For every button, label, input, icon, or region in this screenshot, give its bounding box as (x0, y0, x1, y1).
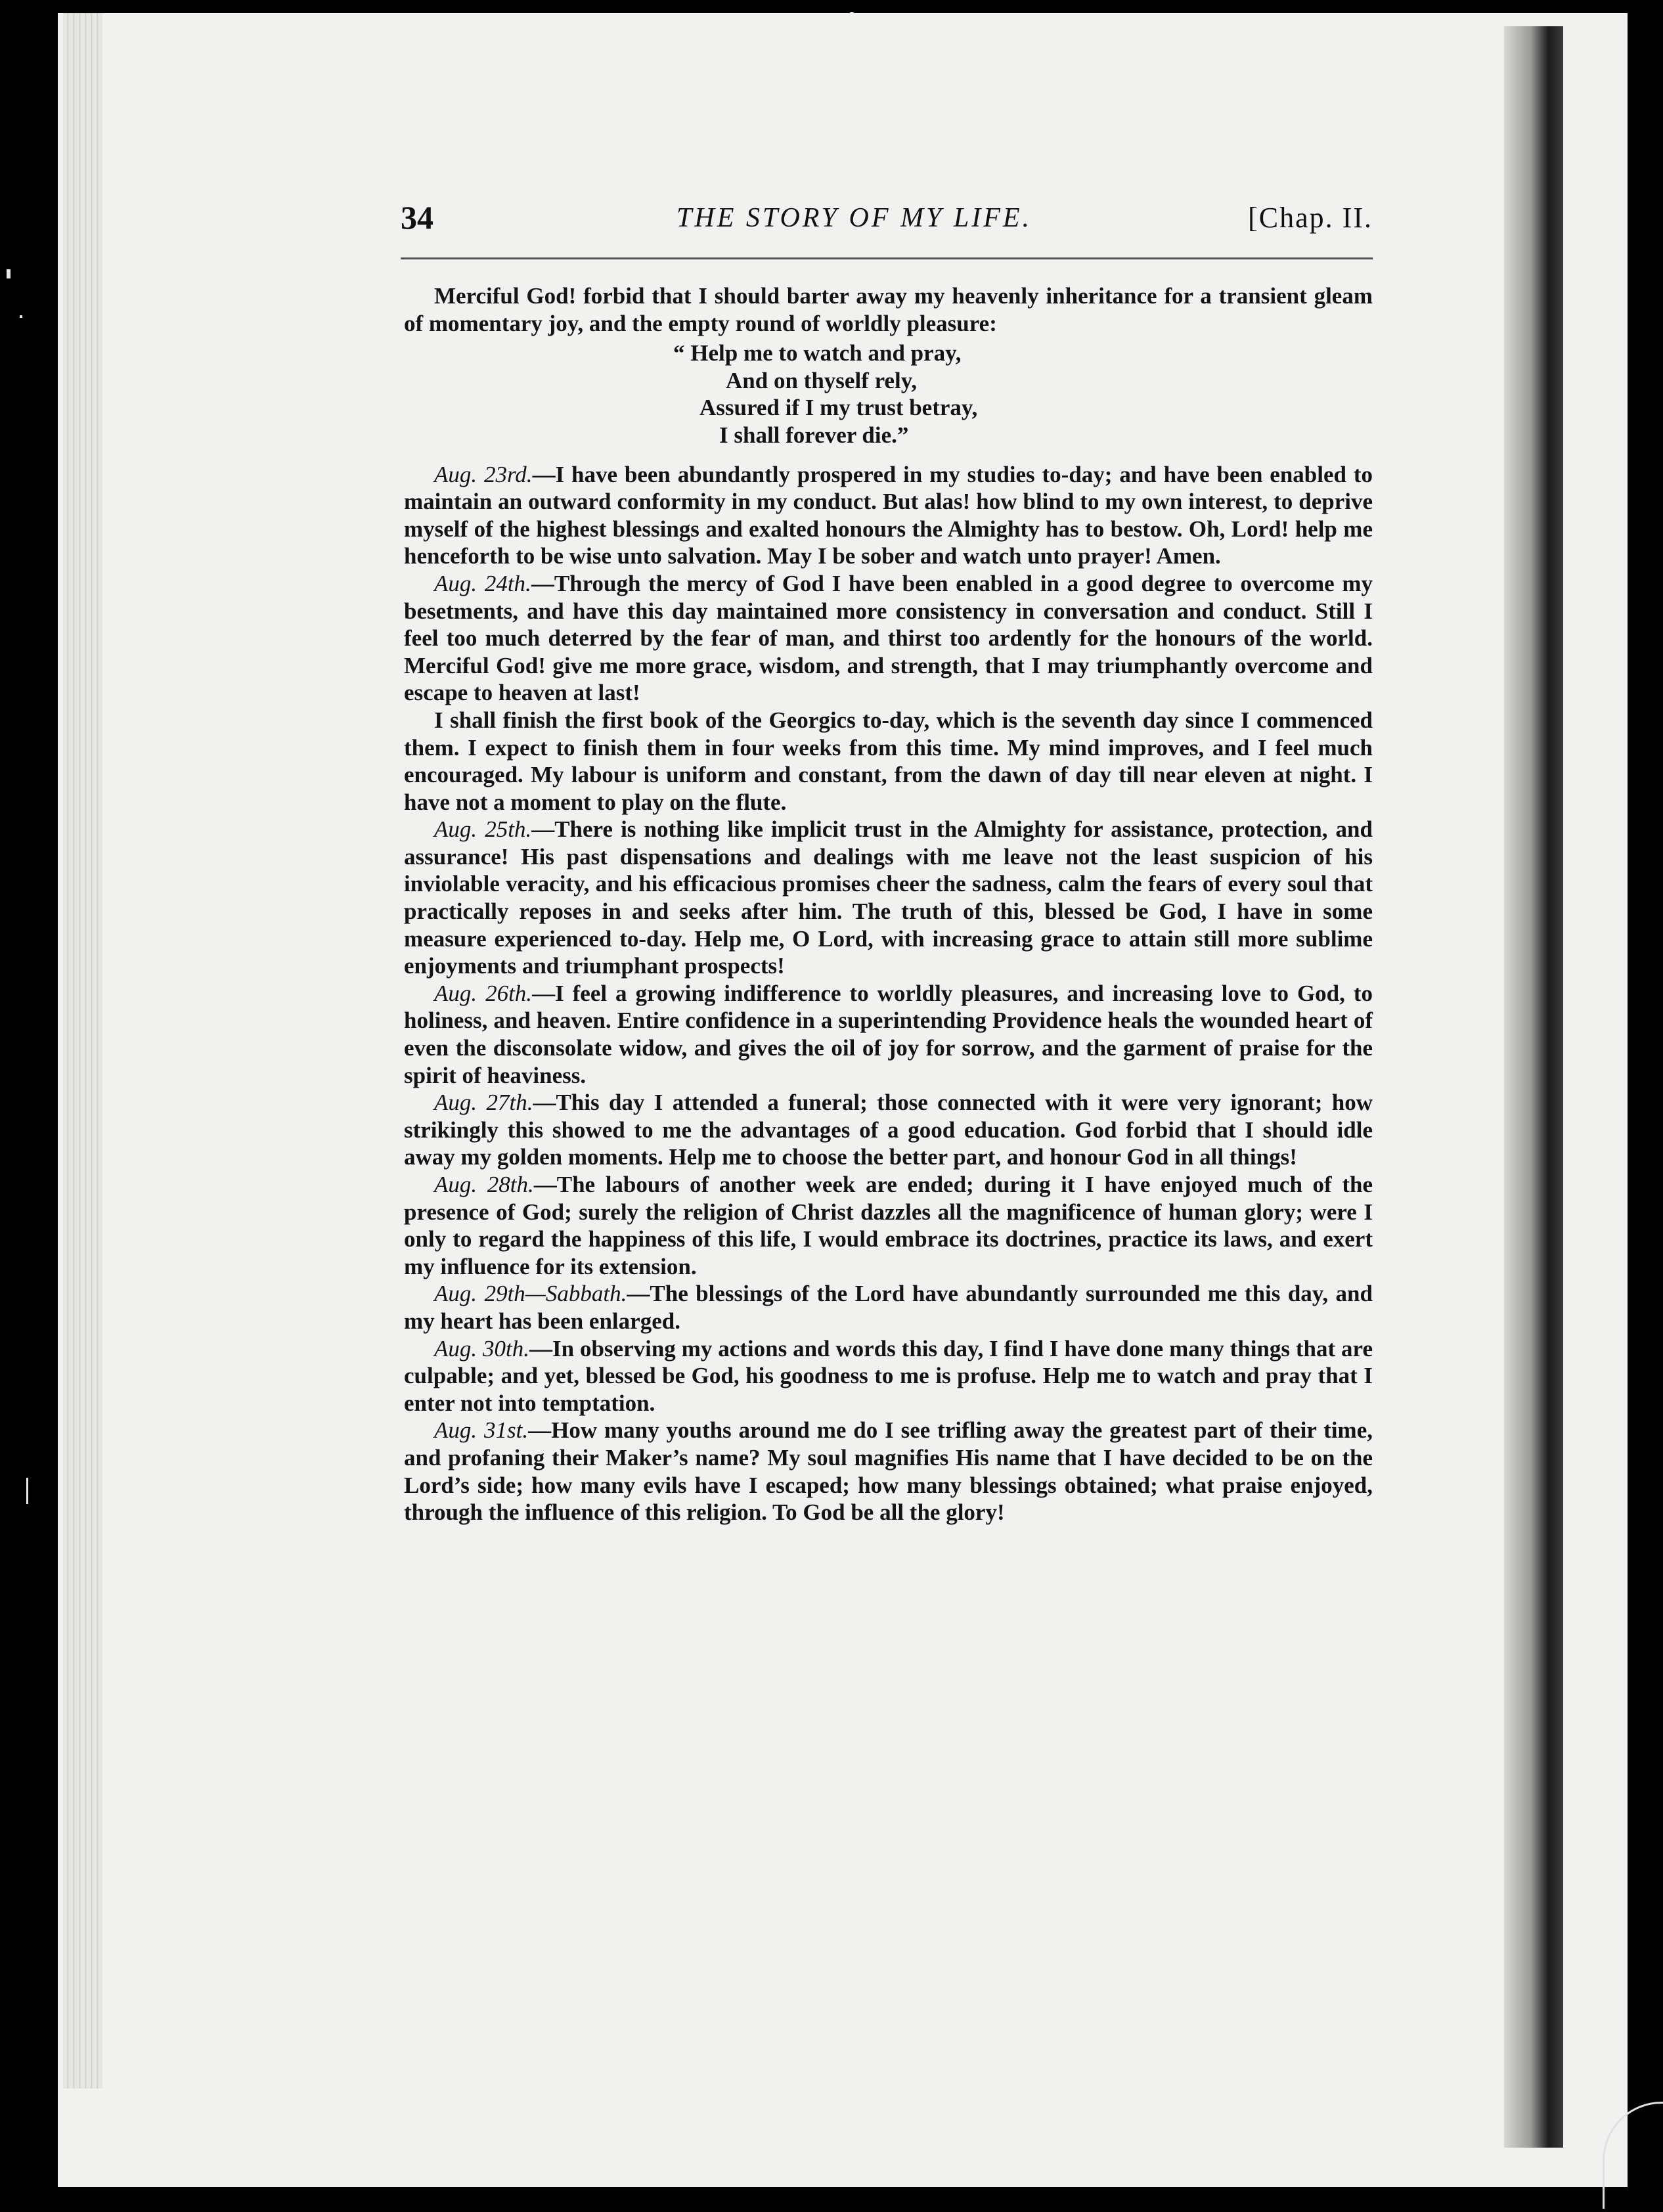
entry-text: —In observing my actions and words this day, I find I have done many things that are culpable; and yet, blessed be God, his goodness to me is profuse. Help me to watch and pray that I enter not into temptation. (404, 1335, 1373, 1416)
page-header (401, 198, 1373, 244)
entry-date: Aug. 30th. (434, 1335, 529, 1361)
diary-entry (404, 1335, 1373, 1417)
intro-paragraph: Merciful God! forbid that I should barter away my heavenly inheritance for a transient gleam of momentary joy, and the empty round of worldly pleasure: (404, 283, 1373, 336)
entry-text: —The blessings of the Lord have abundantly surrounded me this day, and my heart has been enlarged. (404, 1281, 1373, 1334)
diary-entry (404, 1171, 1373, 1280)
entry-date: Aug. 24th. (434, 570, 531, 596)
header-rule (401, 257, 1373, 259)
entry-date: Aug. 25th. (434, 816, 532, 843)
scan-speck (26, 1478, 28, 1504)
entry-date: Aug. 26th. (434, 980, 533, 1006)
diary-entry (404, 461, 1373, 570)
page-stack-left-edge (63, 13, 102, 2089)
entry-text: —This day I attended a funeral; those connected with it were very ignorant; how strikingly this showed to me the advantages of a good education. God forbid that I should idle away my golden moments. Help me to choose the better part, and honour God in all things! (404, 1090, 1373, 1170)
entry-date: Aug. 23rd. (434, 461, 533, 487)
poem-line: “ Help me to watch and pray, (673, 340, 962, 366)
diary-entry (404, 1417, 1373, 1526)
entry-date: Aug. 28th. (434, 1172, 534, 1197)
scan-speck (7, 269, 11, 278)
entry-text: —Through the mercy of God I have been enabled in a good degree to overcome my besetments, and have this day maintained more consistency in conversation and conduct. Still I feel too much deterred by the fear of man, and thirst too ardently for the honours of the world. Merciful God! give me more grace, wisdom, and strength, that I may triumphantly overcome and escape to heaven at last! (404, 570, 1373, 706)
chapter-label: [Chap. II. (1248, 202, 1373, 234)
entry-text: —The labours of another week are ended; during it I have enjoyed much of the presence of God; surely the religion of Christ dazzles all the magnificence of human glory; were I only to regard the happiness of this life, I would embrace its doctrines, practice its laws, and exert my influence for its extension. (404, 1172, 1373, 1279)
diary-entry (404, 980, 1373, 1089)
scan-speck (20, 315, 22, 318)
entry-date: Aug. 27th. (434, 1090, 533, 1116)
poem-line: And on thyself rely, (726, 367, 918, 393)
diary-entry (404, 707, 1373, 816)
diary-entry (404, 1089, 1373, 1171)
poem-quote (404, 340, 1373, 449)
poem-line: Assured if I my trust betray, (699, 395, 978, 421)
diary-entry (404, 570, 1373, 707)
entry-text: —I have been abundantly prospered in my studies to-day; and have been enabled to maintain an outward conformity in my conduct. But alas! how blind to my own interest, to deprive myself of the highest blessings and exalted honours the Almighty has to bestow. Oh, Lord! help me henceforth to be wise unto salvation. May I be sober and watch unto prayer! Amen. (404, 461, 1373, 569)
entry-date: Aug. 29th—Sabbath. (434, 1281, 627, 1307)
page-number: 34 (401, 199, 433, 236)
entry-text: —There is nothing like implicit trust in the Almighty for assistance, protection, and assurance! His past dispensations and dealings with me leave not the least suspicion of his inviolable veracity, and his efficacious promises cheer the sadness, calm the fears of every soul that practically reposes in and seeks after him. The truth of this, blessed be God, I have in some measure experienced to-day. Help me, O Lord, with increasing grace to attain still more sublime enjoyments and triumphant prospects! (404, 816, 1373, 979)
running-title: THE STORY OF MY LIFE. (676, 203, 1032, 233)
entry-date: Aug. 31st. (434, 1417, 529, 1444)
page-body (404, 282, 1373, 1526)
book-spine-shadow (1504, 26, 1563, 2148)
diary-entry (404, 816, 1373, 980)
entry-text: —I feel a growing indifference to worldly pleasures, and increasing love to God, to holiness, and heaven. Entire confidence in a superintending Providence heals the wounded heart of even the disconsolate widow, and gives the oil of joy for sorrow, and the garment of praise for the spirit of heaviness. (404, 980, 1373, 1088)
diary-entry (404, 1280, 1373, 1335)
scan-blemish (847, 12, 856, 29)
entry-text: —How many youths around me do I see trifling away the greatest part of their time, and profaning their Maker’s name? My soul magnifies His name that I have decided to be on the Lord’s side; how many evils have I escaped; how many blessings obtained; what praise enjoyed, through the influence of this religion. To God be all the glory! (404, 1417, 1373, 1526)
poem-line: I shall forever die.” (719, 422, 909, 448)
entry-text: I shall finish the first book of the Georgics to-day, which is the seventh day since I commenced them. I expect to finish them in four weeks from this time. My mind improves, and I feel much encouraged. My labour is uniform and constant, from the dawn of day till near eleven at night. I have not a moment to play on the flute. (404, 707, 1373, 815)
